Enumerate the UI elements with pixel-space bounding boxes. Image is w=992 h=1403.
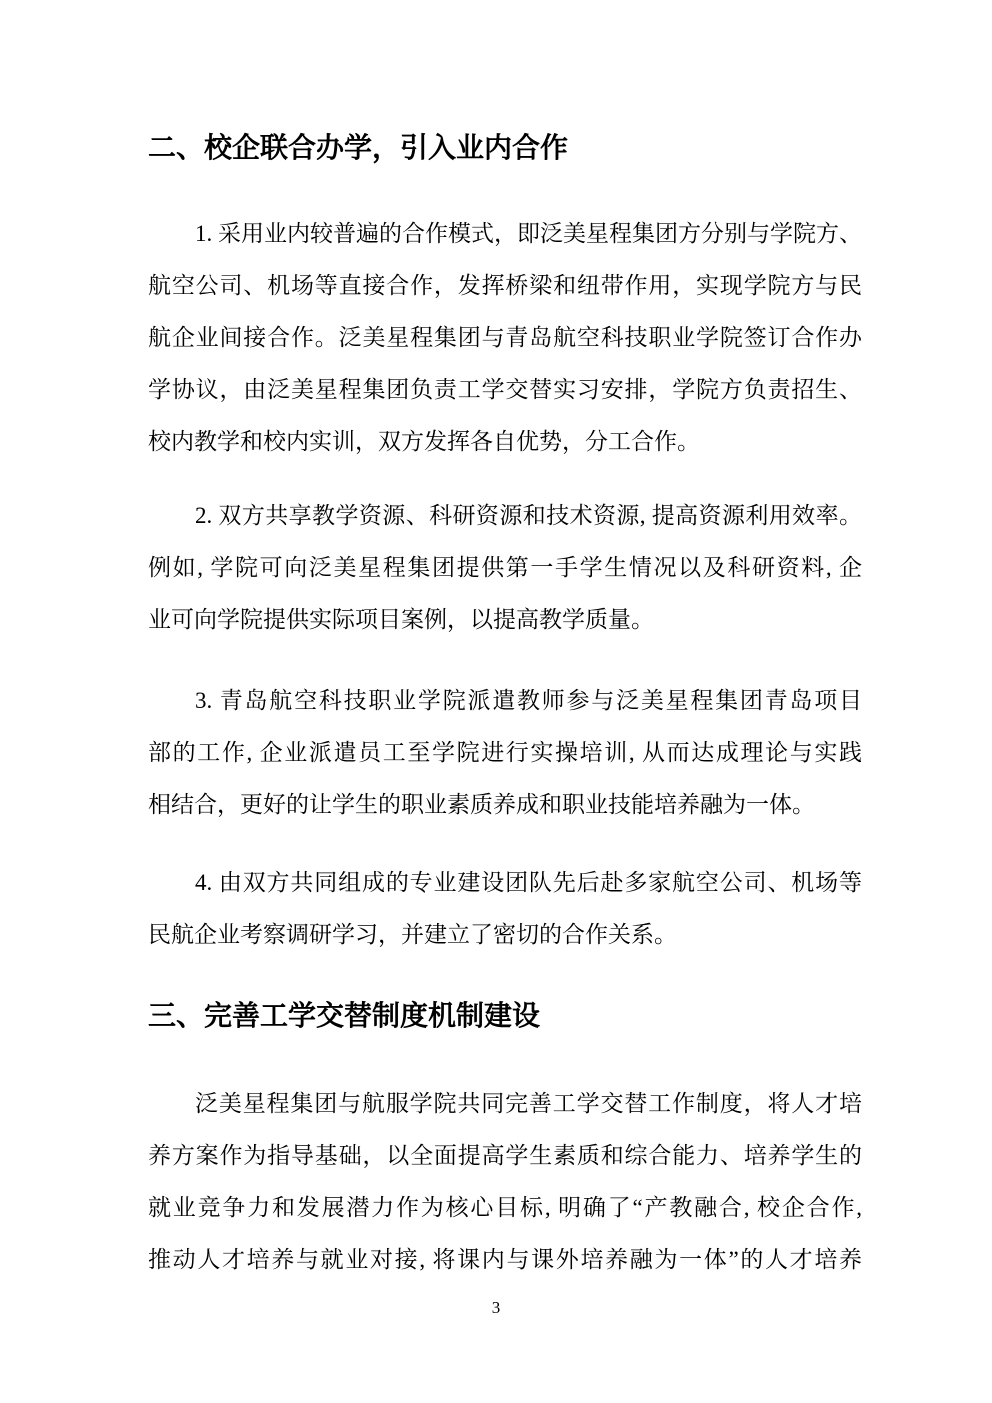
paragraph-line: 2. 双方共享教学资源、科研资源和技术资源, 提高资源利用效率。 — [195, 503, 862, 528]
paragraph-line: 推动人才培养与就业对接, 将课内与课外培养融为一体”的人才培养 — [148, 1247, 862, 1272]
paragraph-2 — [148, 490, 862, 646]
paragraph-line: 例如, 学院可向泛美星程集团提供第一手学生情况以及科研资料, 企 — [148, 555, 862, 580]
paragraph-line: 校内教学和校内实训，双方发挥各自优势，分工合作。 — [148, 429, 700, 454]
document-body — [148, 0, 862, 1403]
section-heading-3: 三、完善工学交替制度机制建设 — [148, 1000, 541, 1031]
paragraph-line: 4. 由双方共同组成的专业建设团队先后赴多家航空公司、机场等 — [195, 870, 862, 895]
paragraph-line: 航企业间接合作。泛美星程集团与青岛航空科技职业学院签订合作办 — [148, 325, 862, 350]
paragraph-3 — [148, 675, 862, 831]
paragraph-line: 航空公司、机场等直接合作，发挥桥梁和纽带作用，实现学院方与民 — [148, 273, 862, 298]
paragraph-line: 3. 青岛航空科技职业学院派遣教师参与泛美星程集团青岛项目 — [195, 688, 862, 713]
paragraph-line: 泛美星程集团与航服学院共同完善工学交替工作制度，将人才培 — [195, 1091, 862, 1116]
section-heading-2: 二、校企联合办学，引入业内合作 — [148, 132, 569, 163]
paragraph-line: 业可向学院提供实际项目案例，以提高教学质量。 — [148, 607, 654, 632]
paragraph-line: 相结合，更好的让学生的职业素质养成和职业技能培养融为一体。 — [148, 792, 815, 817]
paragraph-line: 就业竞争力和发展潜力作为核心目标, 明确了“产教融合, 校企合作, — [148, 1195, 862, 1220]
paragraph-4 — [148, 857, 862, 961]
paragraph-line: 养方案作为指导基础，以全面提高学生素质和综合能力、培养学生的 — [148, 1143, 862, 1168]
page-number: 3 — [491, 1298, 501, 1317]
paragraph-1 — [148, 208, 862, 468]
paragraph-line: 部的工作, 企业派遣员工至学院进行实操培训, 从而达成理论与实践 — [148, 740, 862, 765]
paragraph-line: 民航企业考察调研学习，并建立了密切的合作关系。 — [148, 922, 677, 947]
paragraph-5 — [148, 1078, 862, 1286]
paragraph-line: 学协议，由泛美星程集团负责工学交替实习安排，学院方负责招生、 — [148, 377, 862, 402]
paragraph-line: 1. 采用业内较普遍的合作模式，即泛美星程集团方分别与学院方、 — [195, 221, 862, 246]
